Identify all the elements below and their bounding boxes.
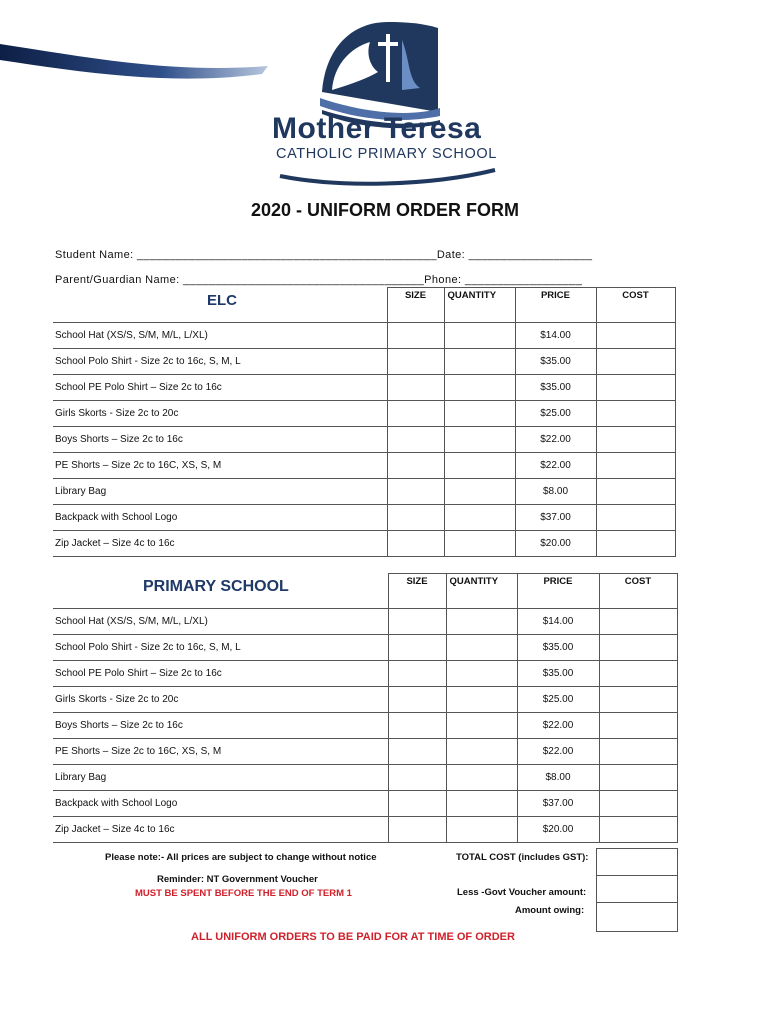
size-input[interactable] xyxy=(388,609,446,635)
item-row xyxy=(53,765,677,791)
form-title: 2020 - UNIFORM ORDER FORM xyxy=(250,200,520,220)
voucher-amount-input[interactable] xyxy=(597,876,678,903)
cost-input[interactable] xyxy=(599,791,677,817)
item-row xyxy=(53,401,675,427)
student-name-date-line[interactable]: Student Name: ______________________________________________Date: ___________________ xyxy=(55,249,593,261)
parent-phone-line[interactable]: Parent/Guardian Name: _____________________________________Phone: __________________ xyxy=(55,274,583,286)
item-price: $22.00 xyxy=(517,713,599,739)
size-input[interactable] xyxy=(387,375,444,401)
cost-input[interactable] xyxy=(596,323,675,349)
item-price: $35.00 xyxy=(515,375,596,401)
item-name: Girls Skorts - Size 2c to 20c xyxy=(53,401,387,427)
size-input[interactable] xyxy=(387,427,444,453)
size-input[interactable] xyxy=(387,349,444,375)
cost-input[interactable] xyxy=(599,739,677,765)
total-cost-label: TOTAL COST (includes GST): xyxy=(456,852,589,863)
item-price: $22.00 xyxy=(515,427,596,453)
item-name: Boys Shorts – Size 2c to 16c xyxy=(53,427,387,453)
item-price: $25.00 xyxy=(517,687,599,713)
cost-input[interactable] xyxy=(599,817,677,843)
item-name: School Polo Shirt - Size 2c to 16c, S, M, L xyxy=(53,349,387,375)
item-price: $37.00 xyxy=(515,505,596,531)
item-row xyxy=(53,479,675,505)
size-input[interactable] xyxy=(388,687,446,713)
quantity-input[interactable] xyxy=(444,375,515,401)
quantity-input[interactable] xyxy=(444,479,515,505)
item-price: $35.00 xyxy=(517,661,599,687)
amount-owing-input[interactable] xyxy=(597,903,678,932)
price-header: PRICE xyxy=(517,574,599,609)
size-input[interactable] xyxy=(387,479,444,505)
quantity-input[interactable] xyxy=(444,505,515,531)
quantity-input[interactable] xyxy=(446,739,517,765)
quantity-input[interactable] xyxy=(446,609,517,635)
item-price: $35.00 xyxy=(517,635,599,661)
quantity-input[interactable] xyxy=(446,713,517,739)
item-row xyxy=(53,609,677,635)
cost-input[interactable] xyxy=(599,713,677,739)
size-input[interactable] xyxy=(387,401,444,427)
item-name: School PE Polo Shirt – Size 2c to 16c xyxy=(53,375,387,401)
size-input[interactable] xyxy=(388,791,446,817)
item-row xyxy=(53,713,677,739)
totals-boxes xyxy=(596,848,678,932)
quantity-input[interactable] xyxy=(446,817,517,843)
elc-section-title: ELC xyxy=(207,292,237,309)
size-input[interactable] xyxy=(387,323,444,349)
size-header: SIZE xyxy=(387,288,444,323)
item-row xyxy=(53,635,677,661)
decorative-swoosh xyxy=(0,30,270,90)
item-price: $25.00 xyxy=(515,401,596,427)
size-input[interactable] xyxy=(388,739,446,765)
price-change-note: Please note:- All prices are subject to change without notice xyxy=(105,852,377,863)
item-name: Library Bag xyxy=(53,479,387,505)
cost-input[interactable] xyxy=(596,401,675,427)
item-row xyxy=(53,817,677,843)
size-input[interactable] xyxy=(388,765,446,791)
cost-input[interactable] xyxy=(596,375,675,401)
item-name: School PE Polo Shirt – Size 2c to 16c xyxy=(53,661,388,687)
amount-owing-label: Amount owing: xyxy=(515,905,585,916)
size-input[interactable] xyxy=(387,531,444,557)
size-input[interactable] xyxy=(388,661,446,687)
school-subtitle: CATHOLIC PRIMARY SCHOOL xyxy=(276,146,497,162)
school-logo xyxy=(270,20,500,190)
elc-header-row xyxy=(53,288,675,323)
quantity-header: QUANTITY xyxy=(444,288,515,323)
cost-input[interactable] xyxy=(599,661,677,687)
quantity-header: QUANTITY xyxy=(446,574,517,609)
size-input[interactable] xyxy=(387,453,444,479)
item-name: Backpack with School Logo xyxy=(53,791,388,817)
item-price: $8.00 xyxy=(517,765,599,791)
voucher-deadline-note: MUST BE SPENT BEFORE THE END OF TERM 1 xyxy=(135,888,352,899)
item-row xyxy=(53,505,675,531)
item-row xyxy=(53,531,675,557)
item-name: School Hat (XS/S, S/M, M/L, L/XL) xyxy=(53,323,387,349)
item-name: Backpack with School Logo xyxy=(53,505,387,531)
size-input[interactable] xyxy=(387,505,444,531)
item-name: Girls Skorts - Size 2c to 20c xyxy=(53,687,388,713)
item-price: $14.00 xyxy=(515,323,596,349)
size-input[interactable] xyxy=(388,635,446,661)
item-row xyxy=(53,661,677,687)
item-price: $22.00 xyxy=(515,453,596,479)
item-price: $20.00 xyxy=(515,531,596,557)
total-cost-input[interactable] xyxy=(597,849,678,876)
primary-order-table xyxy=(53,573,678,843)
size-input[interactable] xyxy=(388,817,446,843)
item-row xyxy=(53,453,675,479)
item-name: Zip Jacket – Size 4c to 16c xyxy=(53,817,388,843)
quantity-input[interactable] xyxy=(446,635,517,661)
primary-header-row xyxy=(53,574,677,609)
item-price: $20.00 xyxy=(517,817,599,843)
cost-header: COST xyxy=(599,574,677,609)
cost-input[interactable] xyxy=(596,349,675,375)
payment-footer: ALL UNIFORM ORDERS TO BE PAID FOR AT TIME OF ORDER xyxy=(191,931,515,943)
item-name: PE Shorts – Size 2c to 16C, XS, S, M xyxy=(53,453,387,479)
size-header: SIZE xyxy=(388,574,446,609)
quantity-input[interactable] xyxy=(446,687,517,713)
elc-order-table xyxy=(53,287,676,557)
item-name: School Hat (XS/S, S/M, M/L, L/XL) xyxy=(53,609,388,635)
item-row xyxy=(53,323,675,349)
voucher-reminder: Reminder: NT Government Voucher xyxy=(157,874,318,885)
quantity-input[interactable] xyxy=(446,765,517,791)
quantity-input[interactable] xyxy=(444,453,515,479)
cost-header: COST xyxy=(596,288,675,323)
item-price: $22.00 xyxy=(517,739,599,765)
item-row xyxy=(53,427,675,453)
cost-input[interactable] xyxy=(596,531,675,557)
item-row xyxy=(53,739,677,765)
item-price: $8.00 xyxy=(515,479,596,505)
item-name: School Polo Shirt - Size 2c to 16c, S, M, L xyxy=(53,635,388,661)
quantity-input[interactable] xyxy=(444,349,515,375)
size-input[interactable] xyxy=(388,713,446,739)
cost-input[interactable] xyxy=(599,765,677,791)
school-name: Mother Teresa xyxy=(272,112,482,145)
price-header: PRICE xyxy=(515,288,596,323)
primary-section-title: PRIMARY SCHOOL xyxy=(143,578,289,595)
item-name: Zip Jacket – Size 4c to 16c xyxy=(53,531,387,557)
cost-input[interactable] xyxy=(599,687,677,713)
item-name: Boys Shorts – Size 2c to 16c xyxy=(53,713,388,739)
cost-input[interactable] xyxy=(596,479,675,505)
item-price: $14.00 xyxy=(517,609,599,635)
item-name: Library Bag xyxy=(53,765,388,791)
cost-input[interactable] xyxy=(596,505,675,531)
item-row xyxy=(53,375,675,401)
quantity-input[interactable] xyxy=(446,791,517,817)
quantity-input[interactable] xyxy=(444,323,515,349)
voucher-amount-label: Less -Govt Voucher amount: xyxy=(457,887,587,898)
cost-input[interactable] xyxy=(599,609,677,635)
cost-input[interactable] xyxy=(596,427,675,453)
quantity-input[interactable] xyxy=(446,661,517,687)
item-price: $37.00 xyxy=(517,791,599,817)
item-row xyxy=(53,687,677,713)
item-row xyxy=(53,349,675,375)
item-price: $35.00 xyxy=(515,349,596,375)
quantity-input[interactable] xyxy=(444,427,515,453)
item-name: PE Shorts – Size 2c to 16C, XS, S, M xyxy=(53,739,388,765)
cost-input[interactable] xyxy=(596,453,675,479)
quantity-input[interactable] xyxy=(444,401,515,427)
quantity-input[interactable] xyxy=(444,531,515,557)
item-row xyxy=(53,791,677,817)
cost-input[interactable] xyxy=(599,635,677,661)
